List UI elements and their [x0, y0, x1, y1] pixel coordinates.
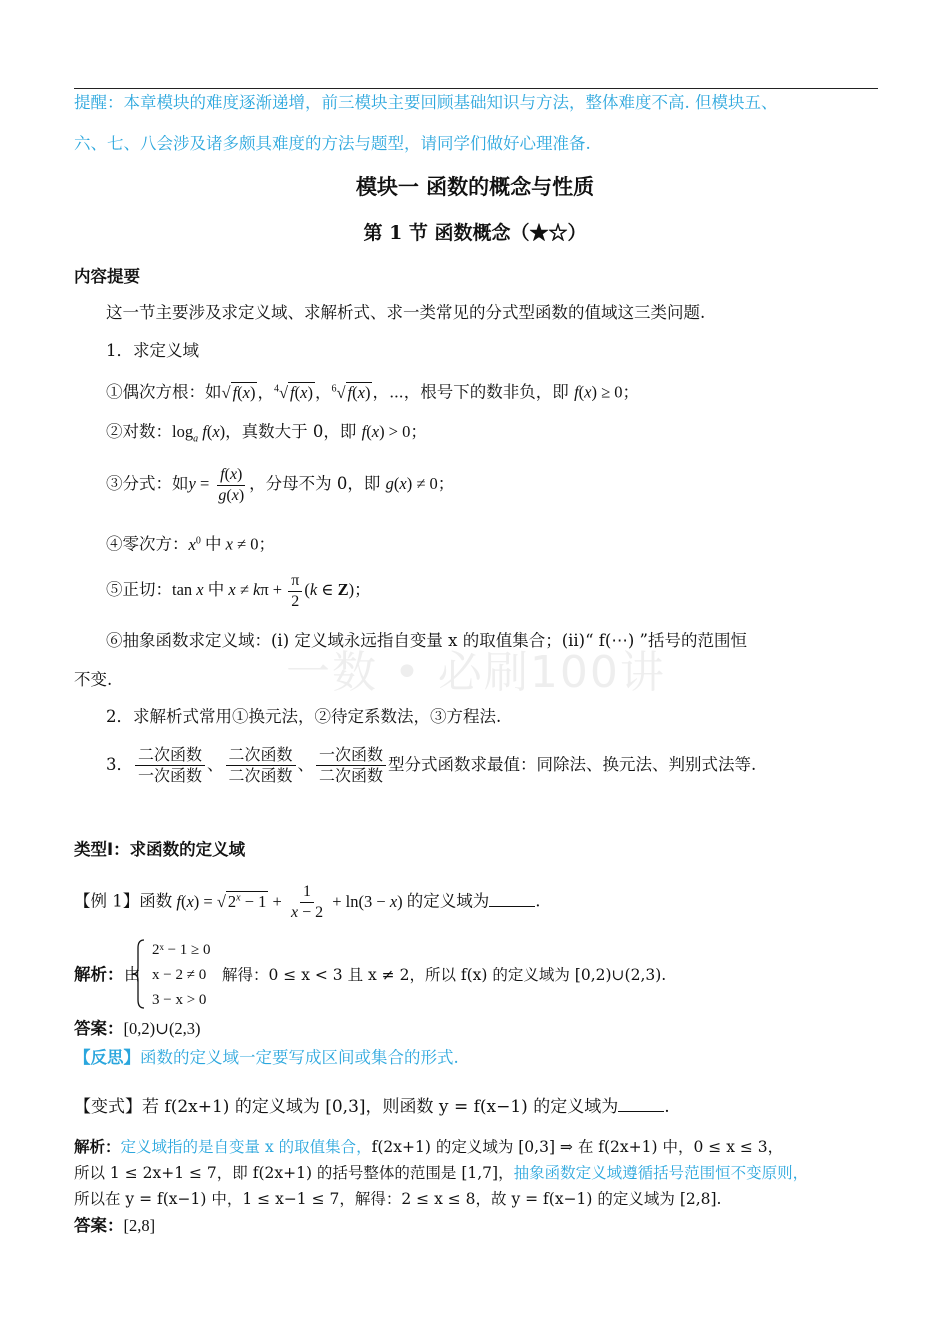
- tangent-formula: tan x 中 x ≠ kπ + $\frac{\pi}{2}$ (k ∈ Z)；: [172, 571, 371, 610]
- rule-even-root-label: ①偶次方根：如: [106, 382, 222, 402]
- rule-fraction: [106, 462, 454, 506]
- reflection: [74, 1047, 459, 1069]
- rule-even-root-tail: ，⋯，根号下的数非负，即: [372, 382, 569, 402]
- reflection-label: 【反思】: [74, 1048, 140, 1067]
- fraction-condition: g(x) ≠ 0；: [385, 474, 455, 493]
- answer-blank: [489, 892, 535, 907]
- answer-1: [74, 1018, 201, 1040]
- rule-fraction-label: ③分式：如: [106, 474, 189, 493]
- type-1-heading: 类型Ⅰ：求函数的定义域: [74, 840, 246, 859]
- log-condition: f(x) > 0；: [361, 422, 427, 441]
- domain-heading: 1．求定义域: [106, 341, 199, 360]
- answer-1-value: [0,2)∪(2,3): [123, 1019, 201, 1038]
- example-1-formula: f(x) = √ $2^x - 1$ + $\frac{1}{x - 2}$ + ln(3 − x): [176, 883, 407, 922]
- system-line-3: 3 − x > 0: [152, 992, 207, 1008]
- answer-2-label: 答案：: [74, 1216, 124, 1235]
- header-rule: [74, 88, 878, 89]
- log-formula: $\log_a f(x)$: [172, 422, 226, 445]
- notice-line-1: 提醒：本章模块的难度逐渐递增，前三模块主要回顾基础知识与方法，整体难度不高. 但模块五、: [74, 93, 778, 112]
- rule-abstract-line-1: ⑥抽象函数求定义域：(i) 定义域永远指自变量 x 的取值集合；(ii)“ f(⋯) ”括号的范围恒: [106, 631, 747, 650]
- rule-zero-power: ④零次方：$x^0$ 中 x ≠ 0；: [106, 534, 275, 554]
- example-1-label: 【例 1】函数: [74, 891, 173, 911]
- rule-log-tail: ，真数大于 0，即: [225, 422, 357, 441]
- rule-log: [106, 421, 427, 450]
- solution-1-lead: 由: [124, 965, 141, 984]
- item-analytic: 2．求解析式常用①换元法，②待定系数法，③方程法.: [106, 707, 502, 726]
- solution-2-line-3: 所以在 y = f(x−1) 中，1 ≤ x−1 ≤ 7，解得：2 ≤ x ≤ 8，故 y = f(x−1) 的定义域为 [2,8].: [74, 1190, 722, 1208]
- variant: 【变式】若 f(2x+1) 的定义域为 [0,3]，则函数 y = f(x−1) 的定义域为 .: [74, 1097, 670, 1117]
- solution-1-label: 解析：: [74, 965, 124, 984]
- rule-even-root: [106, 378, 639, 404]
- answer-2-value: [2,8]: [123, 1216, 156, 1235]
- sqrt-formula: √ f(x) ，$^4$√ f(x) ，$^6$√ f(x): [221, 382, 371, 402]
- module-title: 模块一 函数的概念与性质: [355, 174, 595, 199]
- rule-zero-power-label: ④零次方：: [106, 534, 189, 554]
- variant-text: 若 f(2x+1) 的定义域为 [0,3]，则函数 y = f(x−1) 的定义域为: [142, 1097, 619, 1117]
- rule-tangent-label: ⑤正切：: [106, 580, 172, 599]
- rule-tangent: [106, 568, 371, 612]
- fraction-formula: y = $\frac{f(x)}{g(x)}$: [188, 465, 245, 504]
- summary-intro: 这一节主要涉及求定义域、求解析式、求一类常见的分式型函数的值域这三类问题.: [106, 303, 706, 322]
- reflection-text: 函数的定义域一定要写成区间或集合的形式.: [140, 1048, 459, 1067]
- answer-1-label: 答案：: [74, 1019, 124, 1038]
- solution-2-line-1: 解析：定义域指的是自变量 x 的取值集合，f(2x+1) 的定义域为 [0,3] ⇒ 在 f(2x+1) 中，0 ≤ x ≤ 3，: [74, 1138, 784, 1156]
- system-line-2: x − 2 ≠ 0: [152, 967, 207, 983]
- rule-log-label: ②对数：: [106, 422, 172, 441]
- notice-line-2: 六、七、八会涉及诸多颇具难度的方法与题型，请同学们做好心理准备.: [74, 134, 591, 153]
- solution-1-text: 解得：0 ≤ x < 3 且 x ≠ 2，所以 f(x) 的定义域为 [0,2)∪(2,3).: [222, 966, 667, 984]
- example-1: 【例 1】函数 f(x) = √ $2^x - 1$ + $\frac{1}{x - 2}$ + ln(3 − x) 的定义域为 .: [74, 883, 541, 922]
- rational-type-1: $\frac{\text{二次函数}}{\text{一次函数}}$: [135, 745, 205, 786]
- system-line-1: 2ˣ − 1 ≥ 0: [152, 942, 211, 958]
- variant-label: 【变式】: [74, 1097, 142, 1117]
- rule-abstract-line-2: 不变.: [74, 670, 113, 689]
- item-rational: 3． $\frac{\text{二次函数}}{\text{一次函数}}$ 、 $\frac{\text{二次函数}}{\text{二次函数}}$ 、 $\frac{\text{一次函数}}{\text{二次函数}}$ 型分式函数求最值：同除法、换元法、判别式法等.: [106, 745, 757, 785]
- nonneg-condition: f(x) ≥ 0；: [574, 382, 640, 402]
- watermark: 一数 • 必刷100讲: [286, 647, 666, 698]
- rational-type-3: $\frac{\text{一次函数}}{\text{二次函数}}$: [316, 745, 386, 786]
- answer-2: [74, 1215, 155, 1237]
- summary-heading: 内容提要: [74, 267, 140, 286]
- section-title: 第 1 节 函数概念（★☆）: [363, 222, 587, 244]
- solution-2-line-2: 所以 1 ≤ 2x+1 ≤ 7，即 f(2x+1) 的括号整体的范围是 [1,7]，抽象函数定义域遵循括号范围恒不变原则，: [74, 1164, 809, 1182]
- solution-2-label: 解析：: [74, 1138, 121, 1156]
- example-1-tail: 的定义域为: [406, 891, 490, 911]
- variant-blank: [618, 1097, 664, 1112]
- rational-type-2: $\frac{\text{二次函数}}{\text{二次函数}}$: [226, 745, 296, 786]
- rule-fraction-tail: ，分母不为 0，即: [249, 474, 381, 493]
